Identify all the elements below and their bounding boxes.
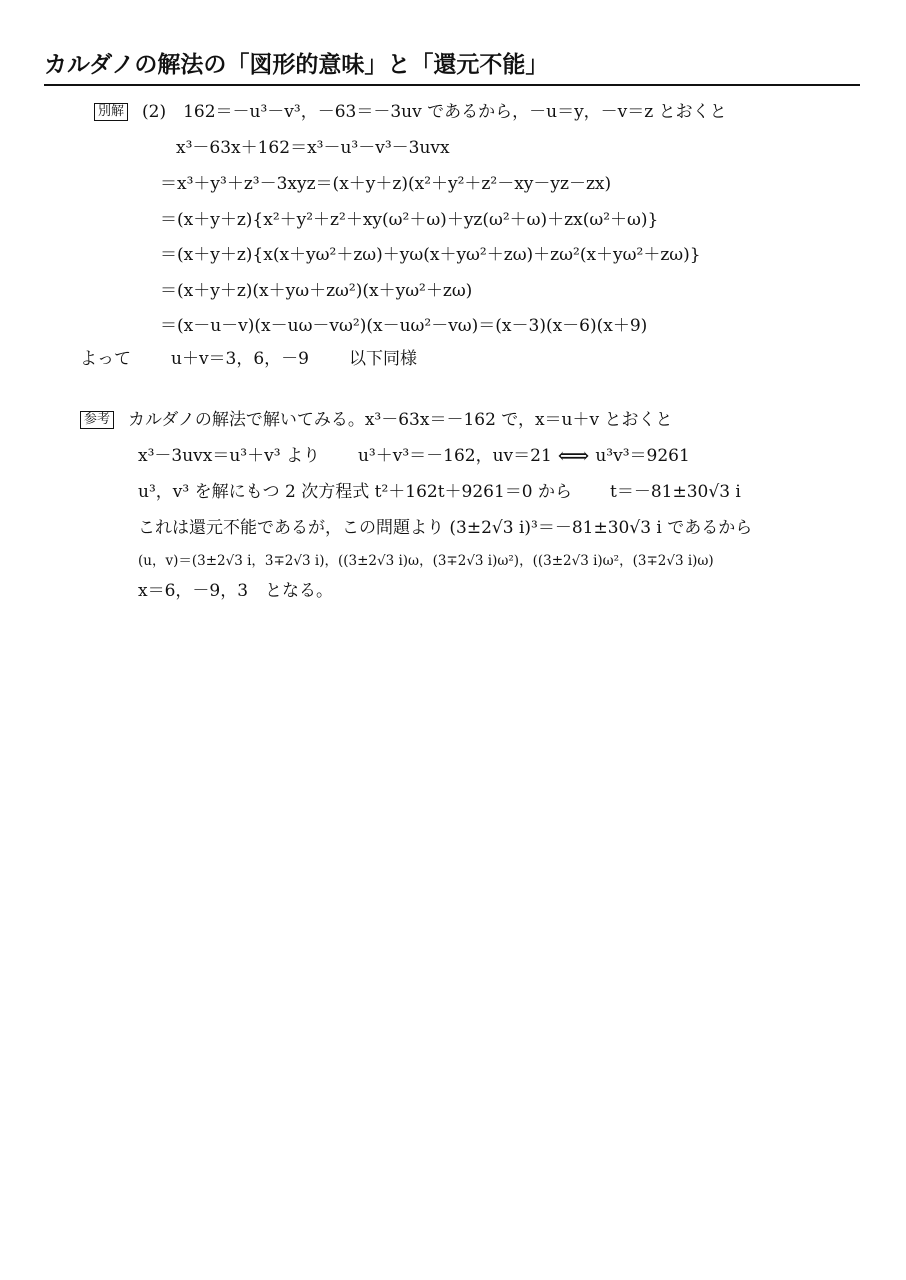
betsukai-line-3: ＝x³＋y³＋z³－3xyz＝(x＋y＋z)(x²＋y²＋z²－xy－yz－zx): [160, 174, 612, 194]
sanko-line3-right: t＝－81±30√3 i: [610, 482, 741, 502]
betsukai-line-4: ＝(x＋y＋z){x²＋y²＋z²＋xy(ω²＋ω)＋yz(ω²＋ω)＋zx(ω²＋ω)}: [160, 210, 659, 230]
sanko-line-2: [138, 445, 690, 467]
double-arrow-icon: ⟺: [557, 444, 590, 469]
sanko-text-1: カルダノの解法で解いてみる。x³－63x＝－162 で，x＝u＋v とおくと: [128, 410, 673, 430]
conclusion-prefix: よって: [80, 349, 131, 369]
sanko-line-5: (u，v)＝(3±2√3 i，3∓2√3 i)，((3±2√3 i)ω，(3∓2√3 i)ω²)，((3±2√3 i)ω²，(3∓2√3 i)ω): [138, 553, 714, 569]
sanko-line2-mid: u³＋v³＝－162，uv＝21: [357, 446, 552, 466]
betsukai-conclusion: [80, 348, 417, 370]
sanko-line3-left: u³，v³ を解にもつ 2 次方程式 t²＋162t＋9261＝0 から: [138, 482, 573, 502]
betsukai-text-1: (2) 162＝－u³－v³，－63＝－3uv であるから，－u＝y，－v＝z とおくと: [142, 102, 727, 122]
sanko-label: 参考: [80, 411, 114, 429]
sanko-line2-right: u³v³＝9261: [595, 446, 690, 466]
conclusion-math: u＋v＝3，6，－9: [171, 349, 310, 369]
sanko-line-4: これは還元不能であるが，この問題より (3±2√3 i)³＝－81±30√3 i であるから: [138, 518, 753, 538]
betsukai-line-6: ＝(x＋y＋z)(x＋yω＋zω²)(x＋yω²＋zω): [160, 281, 473, 301]
sanko-line-3: [138, 481, 741, 503]
title-rule: [44, 84, 860, 86]
sanko-line-1: [80, 409, 673, 431]
page-title: カルダノの解法の「図形的意味」と「還元不能」: [44, 52, 549, 78]
sanko-line2-left: x³－3uvx＝u³＋v³ より: [138, 446, 320, 466]
betsukai-label: 別解: [94, 103, 128, 121]
conclusion-suffix: 以下同様: [349, 349, 418, 369]
betsukai-line-1: [94, 101, 727, 123]
betsukai-line-5: ＝(x＋y＋z){x(x＋yω²＋zω)＋yω(x＋yω²＋zω)＋zω²(x＋yω²＋zω)}: [160, 245, 701, 265]
sanko-line-6: x＝6，－9，3 となる。: [138, 581, 334, 601]
betsukai-line-2: x³－63x＋162＝x³－u³－v³－3uvx: [176, 138, 450, 158]
betsukai-line-7: ＝(x－u－v)(x－uω－vω²)(x－uω²－vω)＝(x－3)(x－6)(x＋9): [160, 316, 648, 336]
